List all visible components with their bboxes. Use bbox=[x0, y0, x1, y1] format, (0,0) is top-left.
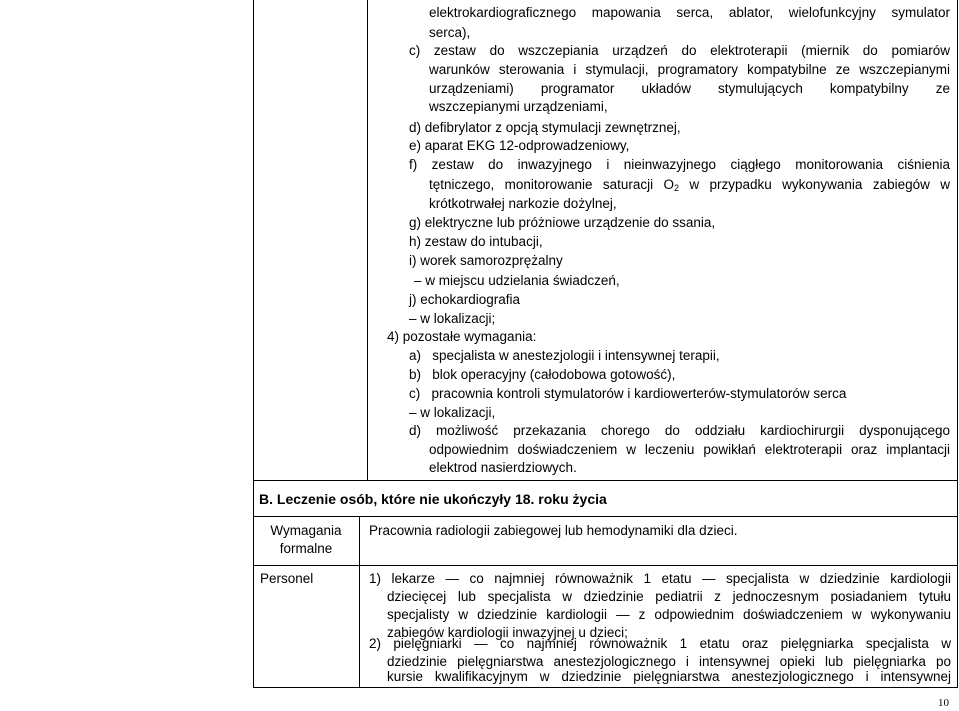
text-line: b) blok operacyjny (całodobowa gotowość), bbox=[409, 367, 676, 382]
table-b-bottom-border bbox=[253, 687, 958, 688]
subscript-2: 2 bbox=[673, 183, 679, 193]
text-line: c) pracownia kontroli stymulatorów i kardiowerterów-stymulatorów serca bbox=[409, 386, 847, 401]
text-line: i) worek samorozprężalny bbox=[409, 253, 563, 268]
text-line: dziedzinie pielęgniarstwa anestezjologicznego i intensywnej opieki lub pielęgniarka po bbox=[387, 654, 951, 669]
table-b-divider-border bbox=[359, 516, 360, 688]
text-fragment: w przypadku wykonywania zabiegów w bbox=[679, 177, 950, 192]
page-number: 10 bbox=[938, 697, 949, 709]
top-left-cell-left-border bbox=[253, 0, 254, 480]
label-line: formalne bbox=[279, 541, 333, 556]
text-line: j) echokardiografia bbox=[409, 292, 521, 307]
text-line: elektrokardiograficznego mapowania serca, ablator, wielofunkcyjny symulator bbox=[429, 5, 950, 20]
top-right-border bbox=[957, 0, 958, 480]
text-line: specjalisty w dziedzinie kardiologii — z odpowiednim doświadczeniem w wykonywaniu bbox=[387, 607, 951, 622]
text-line: warunków sterowania i stymulacji, programatory kompatybilne ze wszczepianymi bbox=[429, 62, 950, 77]
section-b-right-border bbox=[957, 480, 958, 516]
text-line: zabiegów kardiologii inwazyjnej u dzieci; bbox=[387, 625, 628, 640]
text-line: urządzeniami) programator układów stymulujących kompatybilny ze bbox=[429, 81, 950, 96]
text-line: krótkotrwałej narkozie dożylnej, bbox=[429, 196, 617, 211]
text-line: elektrod nasierdziowych. bbox=[429, 460, 577, 475]
text-line: odpowiednim doświadczeniem w leczeniu powikłań elektroterapii oraz implantacji bbox=[429, 442, 950, 457]
text-line: h) zestaw do intubacji, bbox=[409, 234, 543, 249]
text-line: – w lokalizacji, bbox=[409, 405, 496, 420]
top-divider-border bbox=[367, 0, 368, 480]
section-b-left-border bbox=[253, 480, 254, 516]
table-b-row-separator bbox=[253, 565, 958, 566]
text-line: g) elektryczne lub próżniowe urządzenie do ssania, bbox=[409, 215, 716, 230]
row-formal-requirements-value: Pracownia radiologii zabiegowej lub hemodynamiki dla dzieci. bbox=[369, 523, 738, 538]
section-b-title: B. Leczenie osób, które nie ukończyły 18. roku życia bbox=[259, 491, 607, 507]
text-line-saturation bbox=[429, 176, 950, 197]
text-line: d) defibrylator z opcją stymulacji zewnętrznej, bbox=[409, 120, 681, 135]
text-line: serca), bbox=[429, 25, 471, 40]
table-b-right-border bbox=[957, 516, 958, 688]
text-line: dziecięcej lub specjalista w dziedzinie pediatrii z jednoczesnym posiadaniem tytułu bbox=[387, 589, 951, 604]
text-fragment: tętniczego, monitorowanie saturacji O bbox=[429, 177, 674, 192]
text-line: 1) lekarze — co najmniej równoważnik 1 etatu — specjalista w dziedzinie kardiologii bbox=[369, 571, 951, 586]
text-line: – w lokalizacji; bbox=[409, 311, 496, 326]
text-line: c) zestaw do wszczepiania urządzeń do elektroterapii (miernik do pomiarów bbox=[409, 43, 950, 58]
text-line: wszczepianymi urządzeniami, bbox=[429, 99, 608, 114]
text-line: kursie kwalifikacyjnym w dziedzinie pielęgniarstwa anestezjologicznego i intensywnej bbox=[387, 669, 951, 684]
text-line: a) specjalista w anestezjologii i intensywnej terapii, bbox=[409, 348, 720, 363]
label-line: Wymagania bbox=[270, 523, 342, 538]
row-personnel-label: Personel bbox=[260, 571, 314, 586]
text-line: 2) pielęgniarki — co najmniej równoważnik 1 etatu oraz pielęgniarka specjalista w bbox=[369, 636, 951, 651]
text-line: 4) pozostałe wymagania: bbox=[387, 329, 537, 344]
row-formal-requirements-label bbox=[254, 522, 358, 558]
text-line: e) aparat EKG 12-odprowadzeniowy, bbox=[409, 138, 630, 153]
text-line: f) zestaw do inwazyjnego i nieinwazyjnego ciągłego monitorowania ciśnienia bbox=[409, 157, 950, 172]
text-line: d) możliwość przekazania chorego do oddziału kardiochirurgii dysponującego bbox=[409, 423, 950, 438]
text-line: – w miejscu udzielania świadczeń, bbox=[414, 273, 620, 288]
top-bottom-border bbox=[253, 480, 958, 481]
